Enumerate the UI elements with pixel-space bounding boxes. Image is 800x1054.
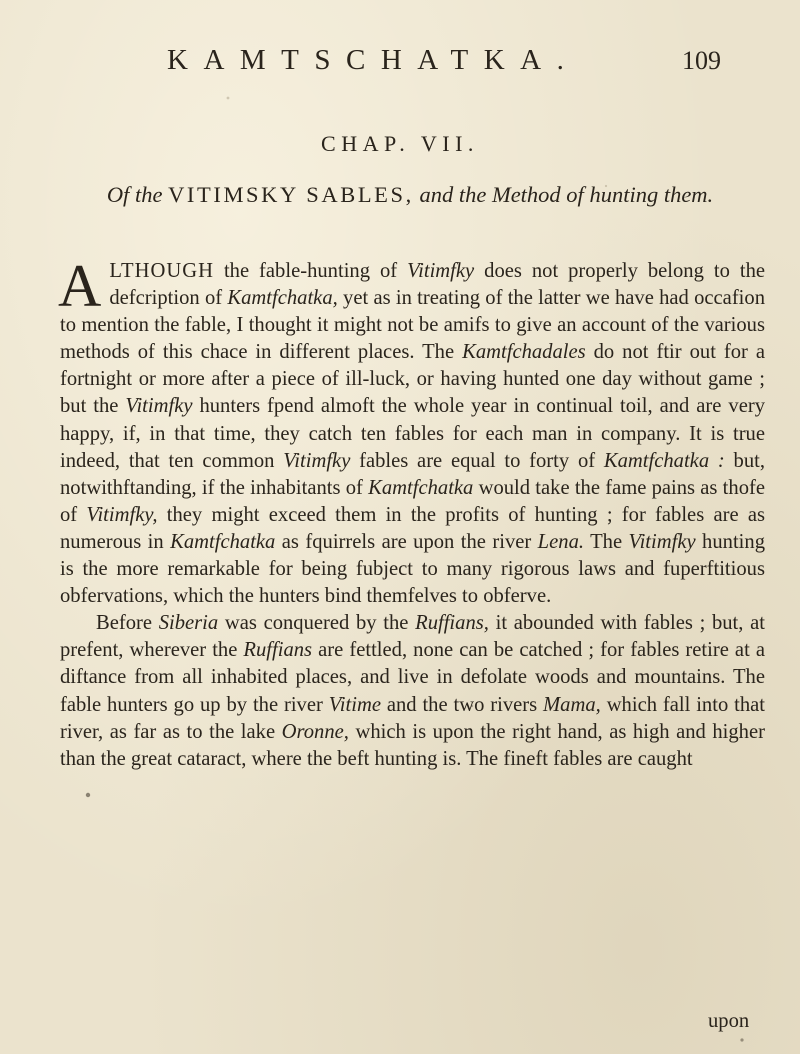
subtitle-part-2: VITIMSKY SABLES, xyxy=(168,182,414,207)
italic-run: Lena. xyxy=(537,530,585,553)
text-run: would take the fame pains as thofe of xyxy=(60,476,765,526)
chapter-heading: CHAP. VII. xyxy=(321,131,479,156)
italic-run: Mama, xyxy=(543,693,601,716)
text-run: it abounded with fables ; but, at prefent, wherever the xyxy=(60,612,765,662)
paragraph-2 xyxy=(60,610,765,773)
running-head xyxy=(0,44,800,84)
catchword: upon xyxy=(708,1010,750,1032)
chapter-subtitle xyxy=(60,180,760,209)
italic-run: Siberia xyxy=(158,612,219,635)
paragraph-1 xyxy=(58,253,766,610)
italic-run: Kamtfchatka xyxy=(170,530,276,553)
text-run: they might exceed them in the profits of hunting ; for fables are as numerous in xyxy=(60,503,765,553)
text-run: and the two rivers xyxy=(380,693,544,716)
body-text xyxy=(58,253,766,773)
text-run: hunters fpend almoft the whole year in continual toil, and are very happy, if, in that time, they catch ten fables for each man in company. It is true indeed, that ten common xyxy=(60,395,765,472)
italic-run: Vitimfky xyxy=(283,449,351,472)
italic-run: Vitimfky xyxy=(407,260,475,282)
text-run: as fquirrels are upon the river xyxy=(275,530,538,553)
text-run: hunting is the more remarkable for being fubject to many rigorous laws and fuperftitious obfervations, which the hunters bind themfelves to obferve. xyxy=(60,530,765,608)
text-run: which is upon the right hand, as high and higher than the great cataract, where the beft hunting is. The fineft fables are caught xyxy=(60,720,765,770)
text-run: does not properly belong to the defcription of xyxy=(109,260,766,310)
italic-run: Kamtfchadales xyxy=(462,341,586,364)
text-run: The xyxy=(584,530,629,553)
text-run: which fall into that river, as far as to the lake xyxy=(60,693,766,743)
lead-word: LTHOUGH xyxy=(109,260,214,282)
text-run: are fettled, none can be catched ; for fables retire at a diftance from all inhabited places, and live in defolate woods and mountains. The fable hunters go up by the river xyxy=(60,639,765,716)
text-run: Before xyxy=(96,612,159,635)
italic-run: Kamtfchatka xyxy=(368,476,474,499)
running-title: KAMTSCHATKA. xyxy=(167,44,580,76)
italic-run: Kamtfchatka, xyxy=(227,287,338,310)
italic-run: Vitimfky xyxy=(125,395,193,418)
italic-run: Vitimfky xyxy=(628,530,696,553)
italic-run: Ruffians xyxy=(243,639,313,662)
italic-run: Ruffians, xyxy=(415,612,489,635)
page-number: 109 xyxy=(682,46,721,75)
italic-run: Vitimfky, xyxy=(86,503,158,526)
subtitle-part-3: and the Method of hunting them. xyxy=(419,182,714,207)
text-run: but, notwithftanding, if the inhabitants of xyxy=(60,449,765,499)
text-run: yet as in treating of the latter we have had occafion to mention the fable, I thought it might not be amifs to give an account of the various methods of this chace in different places. The xyxy=(60,287,765,364)
subtitle-part-1: Of the xyxy=(106,182,163,207)
text-run: the fable-hunting of xyxy=(213,260,408,282)
text-run: was conquered by the xyxy=(218,612,416,635)
italic-run: Vitime xyxy=(328,693,381,716)
italic-run: Kamtfchatka : xyxy=(603,449,725,472)
italic-run: Oronne, xyxy=(281,720,349,743)
drop-cap: A xyxy=(58,253,102,319)
text-run: do not ftir out for a fortnight or more after a piece of ill-luck, or having hunted one day without game ; but the xyxy=(60,341,765,418)
text-run: fables are equal to forty of xyxy=(350,449,604,472)
